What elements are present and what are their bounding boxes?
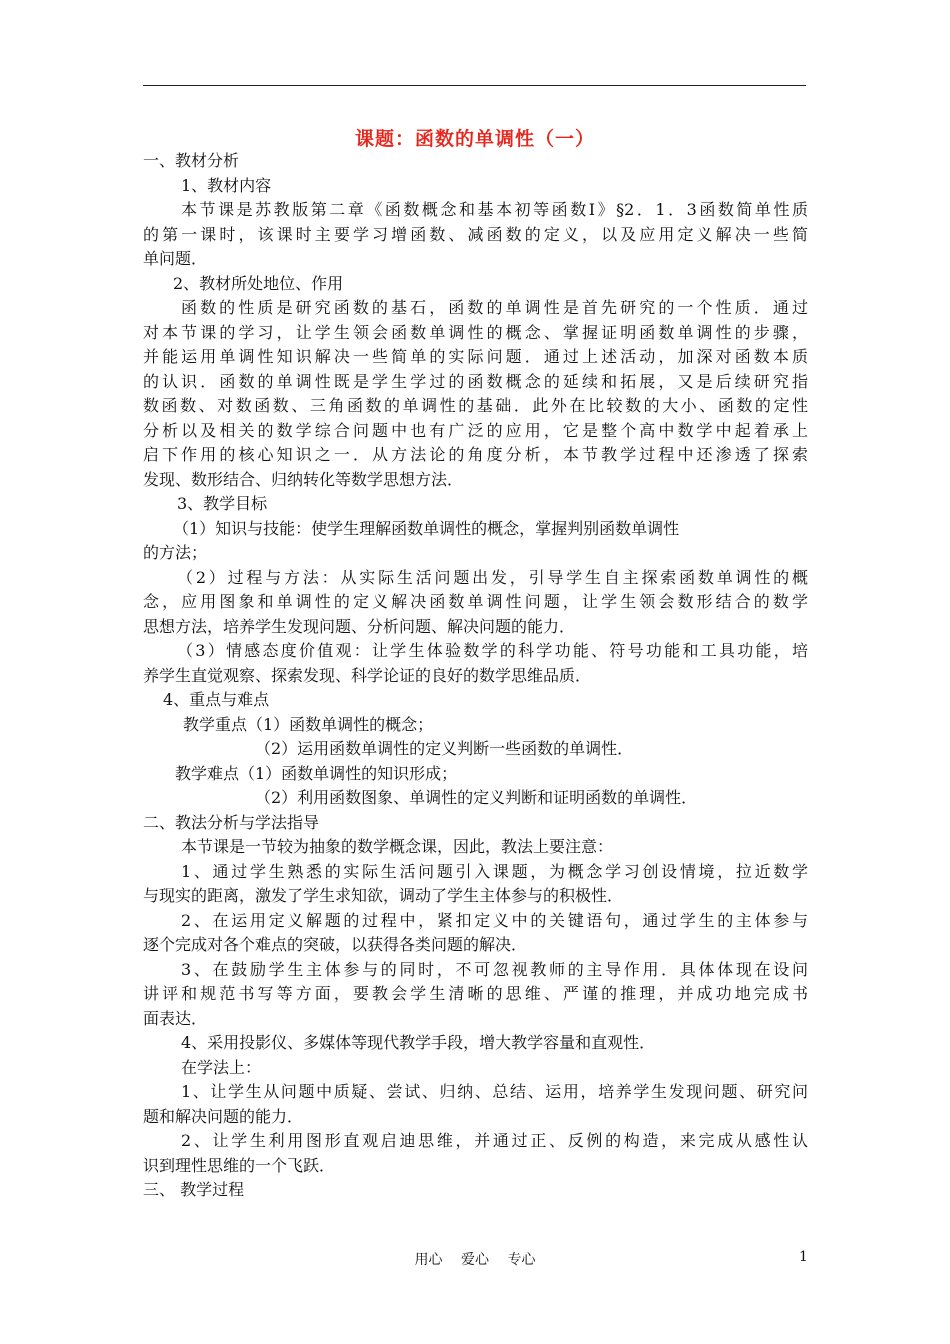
text-line: 启下作用的核心知识之一．从方法论的角度分析，本节教学过程中还渗透了探索 — [143, 445, 808, 464]
text-line: 面表达． — [143, 1008, 208, 1028]
text-line: 三、 教学过程 — [143, 1180, 245, 1199]
text-line: （3）情感态度价值观：让学生体验数学的科学功能、符号功能和工具功能，培 — [177, 641, 808, 660]
text-line: 2、教材所处地位、作用 — [173, 273, 344, 293]
header-rule — [143, 85, 806, 86]
text-line: 分析以及相关的数学综合问题中也有广泛的应用，它是整个高中数学中起着承上 — [143, 420, 808, 440]
text-line: （2）过程与方法：从实际生活问题出发，引导学生自主探索函数单调性的概 — [177, 567, 808, 587]
text-line: 2、让学生利用图形直观启迪思维，并通过正、反例的构造，来完成从感性认 — [181, 1131, 808, 1150]
text-line: 函数的性质是研究函数的基石，函数的单调性是首先研究的一个性质．通过 — [181, 298, 808, 317]
text-line: 二、教法分析与学法指导 — [143, 812, 320, 832]
text-line: 数函数、对数函数、三角函数的单调性的基础．此外在比较数的大小、函数的定性 — [143, 396, 808, 415]
text-line: 单问题． — [143, 249, 208, 268]
text-line: 教学难点（1）函数单调性的知识形成； — [175, 763, 458, 783]
document-body — [143, 149, 808, 1203]
text-line: 1、通过学生熟悉的实际生活问题引入课题，为概念学习创设情境，拉近数学 — [181, 861, 808, 881]
text-line: 逐个完成对各个难点的突破，以获得各类问题的解决． — [143, 935, 528, 954]
text-line: 的方法； — [143, 543, 208, 562]
footer-motto: 用心 爱心 专心 — [414, 1252, 536, 1268]
text-line: 念，应用图象和单调性的定义解决函数单调性问题，让学生领会数形结合的数学 — [143, 592, 808, 611]
text-line: 并能运用单调性知识解决一些简单的实际问题．通过上述活动，加深对函数本质 — [143, 347, 808, 366]
document-title: 课题：函数的单调性（一） — [354, 128, 595, 150]
text-line: （2）利用函数图象、单调性的定义判断和证明函数的单调性． — [255, 788, 698, 807]
text-line: 3、在鼓励学生主体参与的同时，不可忽视教师的主导作用．具体体现在设问 — [181, 959, 808, 979]
text-line: 与现实的距离，激发了学生求知欲，调动了学生主体参与的积极性． — [143, 886, 624, 905]
text-line: 讲评和规范书写等方面，要教会学生清晰的思维、严谨的推理，并成功地完成书 — [143, 984, 808, 1003]
text-line: 本节课是一节较为抽象的数学概念课，因此，教法上要注意： — [181, 837, 614, 856]
text-line: 养学生直觉观察、探索发现、科学论证的良好的数学思维品质． — [143, 665, 592, 685]
text-line: 4、重点与难点 — [163, 690, 270, 709]
text-line: 题和解决问题的能力． — [143, 1106, 304, 1126]
text-line: 4、采用投影仪、多媒体等现代教学手段，增大教学容量和直观性． — [181, 1033, 656, 1052]
text-line: 本节课是苏教版第二章《函数概念和基本初等函数Ⅰ》§2．1．3函数简单性质 — [181, 200, 808, 219]
text-line: 教学重点（1）函数单调性的概念； — [183, 714, 434, 734]
text-line: 识到理性思维的一个飞跃． — [143, 1155, 336, 1175]
text-line: 发现、数形结合、归纳转化等数学思想方法． — [143, 469, 464, 489]
text-line: 思想方法，培养学生发现问题、分析问题、解决问题的能力． — [143, 616, 576, 636]
text-line: 的认识．函数的单调性既是学生学过的函数概念的延续和拓展，又是后续研究指 — [143, 371, 808, 391]
text-line: （1）知识与技能：使学生理解函数单调性的概念，掌握判别函数单调性 — [173, 518, 680, 538]
page-number: 1 — [799, 1249, 808, 1265]
text-line: 2、在运用定义解题的过程中，紧扣定义中的关键语句，通过学生的主体参与 — [181, 910, 808, 930]
text-line: 在学法上： — [181, 1057, 262, 1077]
text-line: 一、教材分析 — [143, 151, 240, 170]
text-line: 3、教学目标 — [177, 494, 268, 513]
text-line: （2）运用函数单调性的定义判断一些函数的单调性． — [255, 739, 634, 758]
text-line: 1、教材内容 — [181, 175, 272, 195]
text-line: 的第一课时，该课时主要学习增函数、减函数的定义，以及应用定义解决一些简 — [143, 224, 808, 244]
text-line: 对本节课的学习，让学生领会函数单调性的概念、掌握证明函数单调性的步骤， — [143, 322, 808, 342]
text-line: 1、让学生从问题中质疑、尝试、归纳、总结、运用，培养学生发现问题、研究问 — [181, 1082, 808, 1101]
